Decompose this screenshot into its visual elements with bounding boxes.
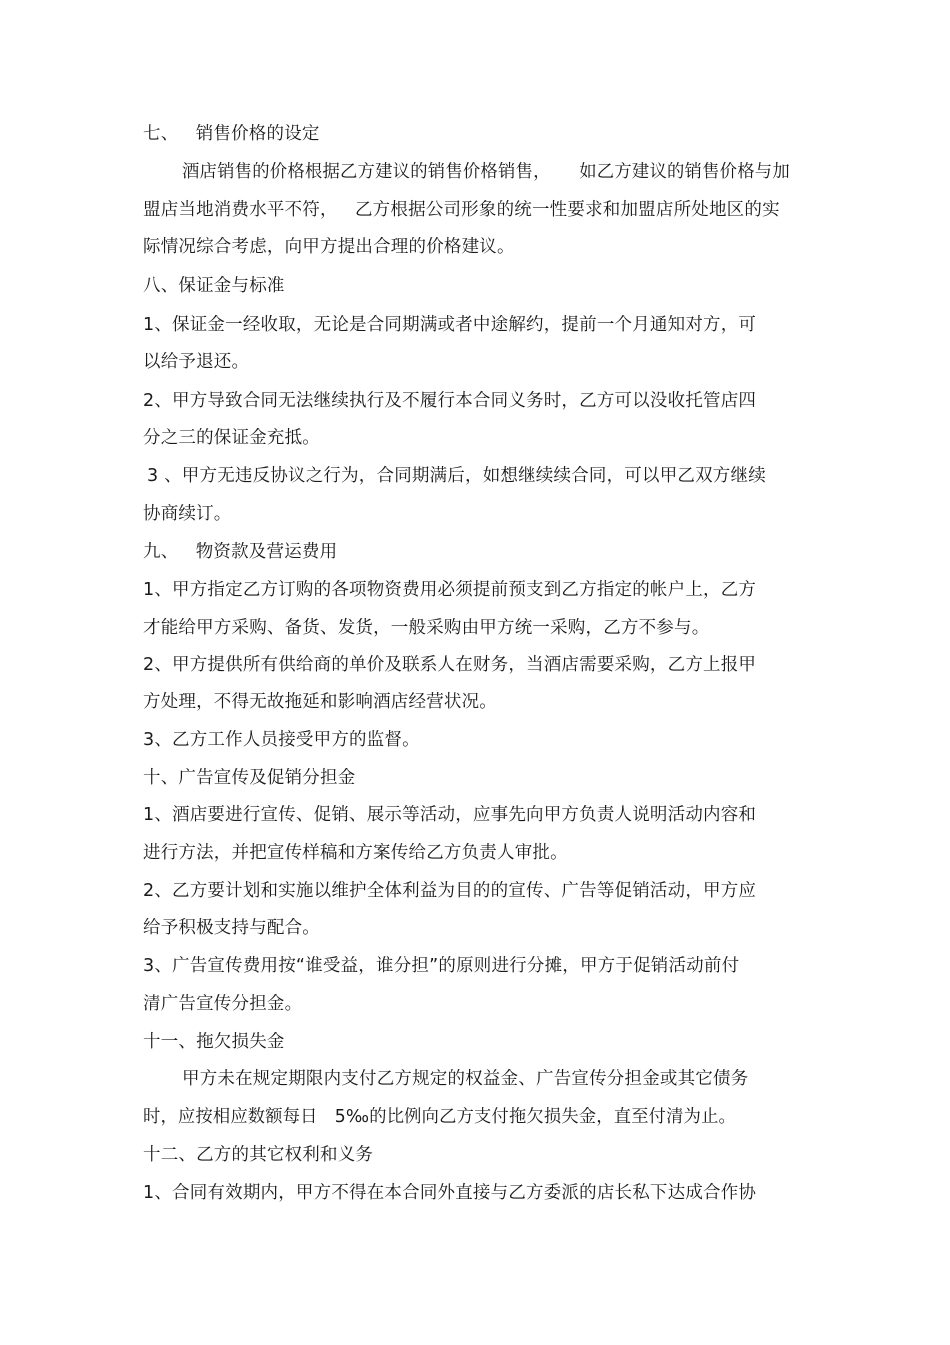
paragraph-line: 际情况综合考虑，向甲方提出合理的价格建议。 (143, 237, 515, 257)
paragraph-line: 给予积极支持与配合。 (143, 918, 320, 938)
section-heading-12: 十二、乙方的其它权利和义务 (143, 1145, 374, 1165)
paragraph-line: 2、甲方导致合同无法继续执行及不履行本合同义务时，乙方可以没收托管店四 (143, 391, 757, 411)
paragraph-line: 盟店当地消费水平不符， 乙方根据公司形象的统一性要求和加盟店所处地区的实 (143, 200, 780, 220)
section-heading-8: 八、保证金与标准 (143, 276, 285, 296)
paragraph-line: 1、保证金一经收取，无论是合同期满或者中途解约，提前一个月通知对方，可 (143, 315, 757, 335)
paragraph-line: 分之三的保证金充抵。 (143, 428, 320, 448)
section-heading-9: 九、 物资款及营运费用 (143, 542, 338, 562)
paragraph-line: 1、甲方指定乙方订购的各项物资费用必须提前预支到乙方指定的帐户上，乙方 (143, 580, 757, 600)
paragraph-line: 3、广告宣传费用按“谁受益，谁分担”的原则进行分摊，甲方于促销活动前付 (143, 956, 740, 976)
paragraph-line: 1、酒店要进行宣传、促销、展示等活动，应事先向甲方负责人说明活动内容和 (143, 805, 757, 825)
paragraph-line: 1、合同有效期内，甲方不得在本合同外直接与乙方委派的店长私下达成合作协 (143, 1183, 757, 1203)
paragraph-line: 清广告宣传分担金。 (143, 994, 303, 1014)
paragraph-line: 2、乙方要计划和实施以维护全体利益为目的的宣传、广告等促销活动，甲方应 (143, 881, 757, 901)
paragraph-line: 才能给甲方采购、备货、发货，一般采购由甲方统一采购，乙方不参与。 (143, 618, 710, 638)
paragraph-line: 3 、甲方无违反协议之行为，合同期满后，如想继续续合同，可以甲乙双方继续 (147, 466, 766, 486)
paragraph-line: 时，应按相应数额每日 5‰的比例向乙方支付拖欠损失金，直至付清为止。 (143, 1107, 737, 1127)
section-heading-7: 七、 销售价格的设定 (143, 124, 320, 144)
paragraph-line: 以给予退还。 (143, 352, 250, 372)
paragraph-line: 协商续订。 (143, 504, 232, 524)
paragraph-line: 方处理，不得无故拖延和影响酒店经营状况。 (143, 692, 497, 712)
paragraph-line: 3、乙方工作人员接受甲方的监督。 (143, 730, 420, 750)
paragraph-line: 2、甲方提供所有供给商的单价及联系人在财务，当酒店需要采购，乙方上报甲 (143, 655, 757, 675)
paragraph-line: 酒店销售的价格根据乙方建议的销售价格销售， 如乙方建议的销售价格与加 (182, 162, 790, 182)
paragraph-line: 进行方法，并把宣传样稿和方案传给乙方负责人审批。 (143, 843, 568, 863)
section-heading-10: 十、广告宣传及促销分担金 (143, 768, 356, 788)
paragraph-line: 甲方未在规定期限内支付乙方规定的权益金、广告宣传分担金或其它债务 (182, 1069, 749, 1089)
section-heading-11: 十一、拖欠损失金 (143, 1032, 285, 1052)
